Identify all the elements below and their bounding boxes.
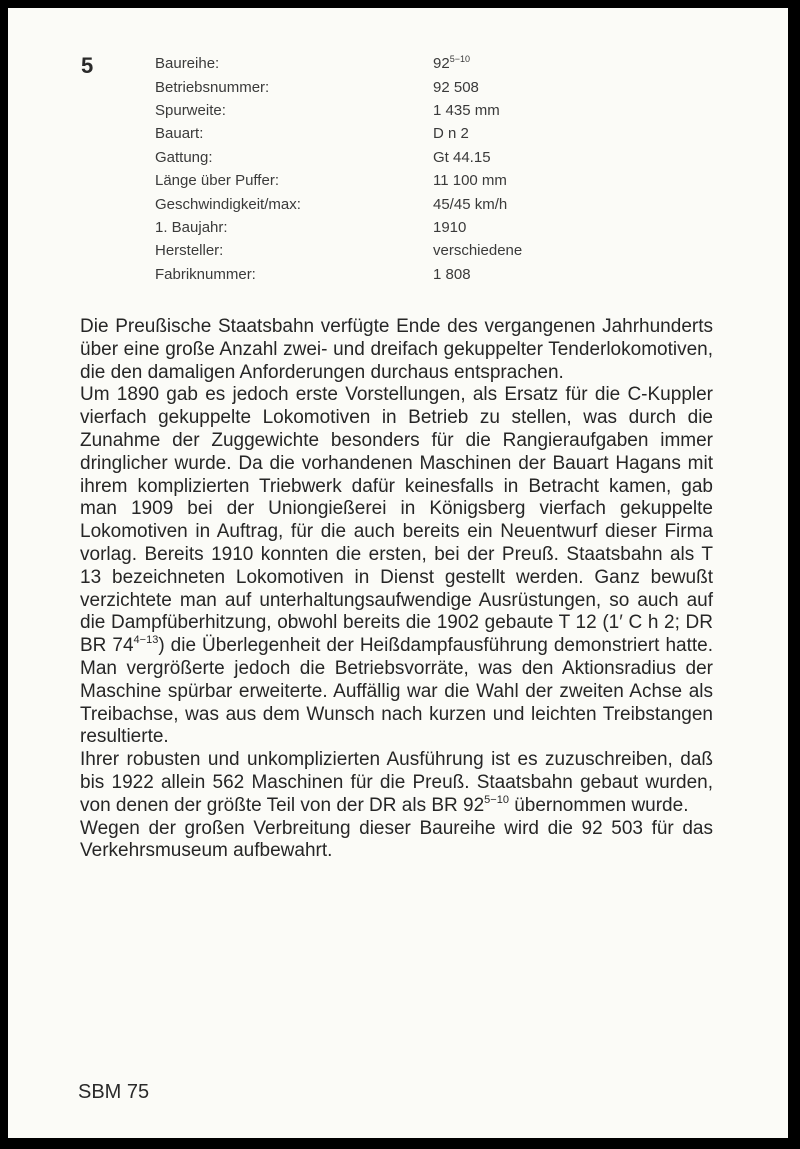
spec-value: 1 808 bbox=[433, 265, 471, 283]
spec-value: 92 508 bbox=[433, 78, 479, 96]
spec-label: Hersteller: bbox=[155, 242, 224, 260]
superscript: 4−13 bbox=[133, 634, 159, 647]
paragraph: Wegen der großen Verbreitung dieser Baureihe wird die 92 503 für das Verkehrsmuseum aufbewahrt. bbox=[80, 817, 713, 862]
spec-row bbox=[155, 146, 522, 169]
postcard-back bbox=[8, 8, 788, 1138]
spec-label: Fabriknummer: bbox=[155, 265, 256, 283]
spec-label: Betriebsnummer: bbox=[155, 78, 270, 96]
spec-value: 11 100 mm bbox=[433, 172, 507, 190]
description-text bbox=[80, 316, 713, 863]
spec-label: Gattung: bbox=[155, 148, 213, 166]
spec-label: Länge über Puffer: bbox=[155, 172, 279, 190]
spec-row bbox=[155, 122, 522, 145]
paragraph: Ihrer robusten und unkomplizierten Ausführung ist es zuzuschreiben, daß bis 1922 allein 562 Maschinen für die Preuß. Staatsbahn gebaut wurden, von denen der größte Teil von der DR als BR $92^{5-10}$ übernommen wurde. bbox=[80, 749, 713, 816]
spec-row bbox=[155, 263, 522, 286]
spec-value: 1910 bbox=[433, 218, 467, 236]
spec-value: Gt 44.15 bbox=[433, 148, 491, 166]
spec-row bbox=[155, 52, 522, 75]
spec-label: Spurweite: bbox=[155, 101, 226, 119]
spec-row bbox=[155, 99, 522, 122]
spec-value: 1 435 mm bbox=[433, 101, 500, 119]
spec-value: D n 2 bbox=[433, 125, 469, 143]
spec-value: 45/45 km/h bbox=[433, 195, 508, 213]
spec-superscript: 5−10 bbox=[449, 54, 470, 65]
spec-row bbox=[155, 192, 522, 215]
spec-label: 1. Baujahr: bbox=[155, 218, 228, 236]
series-code: SBM 75 bbox=[78, 1081, 150, 1103]
spec-value: $92^{5-10}$ bbox=[433, 54, 470, 73]
spec-label: Bauart: bbox=[155, 125, 204, 143]
specs-table bbox=[155, 52, 522, 286]
superscript: 5−10 bbox=[484, 793, 509, 806]
spec-label: Geschwindigkeit/max: bbox=[155, 195, 301, 213]
spec-row bbox=[155, 75, 522, 98]
spec-row bbox=[155, 239, 522, 262]
spec-value: verschiedene bbox=[433, 242, 523, 260]
spec-row bbox=[155, 169, 522, 192]
paragraph: Um 1890 gab es jedoch erste Vorstellungen, als Ersatz für die C-Kuppler vierfach gekuppelte Lokomotiven in Betrieb zu stellen, was durch die Zunahme der Zuggewichte besonders für die Rangieraufgaben immer dringlicher wurde. Da die vorhandenen Maschinen der Bauart Hagans mit ihrem komplizierten Triebwerk dafür keinesfalls in Betracht kamen, gab man 1909 bei der Uniongießerei in Königsberg vierfach gekuppelte Lokomotiven in Auftrag, für die auch bereits ein Neuentwurf dieser Firma vorlag. Bereits 1910 konnten die ersten, bei der Preuß. Staatsbahn als T 13 bezeichneten Lokomotiven in Dienst gestellt werden. Ganz bewußt verzichtete man auf unterhaltungsaufwendige Ausrüstungen, so auch auf die Dampfüberhitzung, obwohl bereits die 1902 gebaute T 12 (1′ C h 2; DR BR $74^{4-13}$) die Überlegenheit der Heißdampfausführung demonstriert hatte. Man vergrößerte jedoch die Betriebsvorräte, was den Aktionsradius der Maschine spürbar erweiterte. Auffällig war die Wahl der zweiten Achse als Treibachse, was aus dem Wunsch nach kurzen und leichten Treibstangen resultierte. bbox=[80, 384, 713, 748]
paragraph: Die Preußische Staatsbahn verfügte Ende des vergangenen Jahrhunderts über eine große Anzahl zwei- und dreifach gekuppelter Tenderlokomotiven, die den damaligen Anforderungen durchaus entsprachen. bbox=[80, 316, 713, 383]
spec-label: Baureihe: bbox=[155, 55, 220, 73]
spec-row bbox=[155, 216, 522, 239]
card-number: 5 bbox=[81, 53, 94, 78]
